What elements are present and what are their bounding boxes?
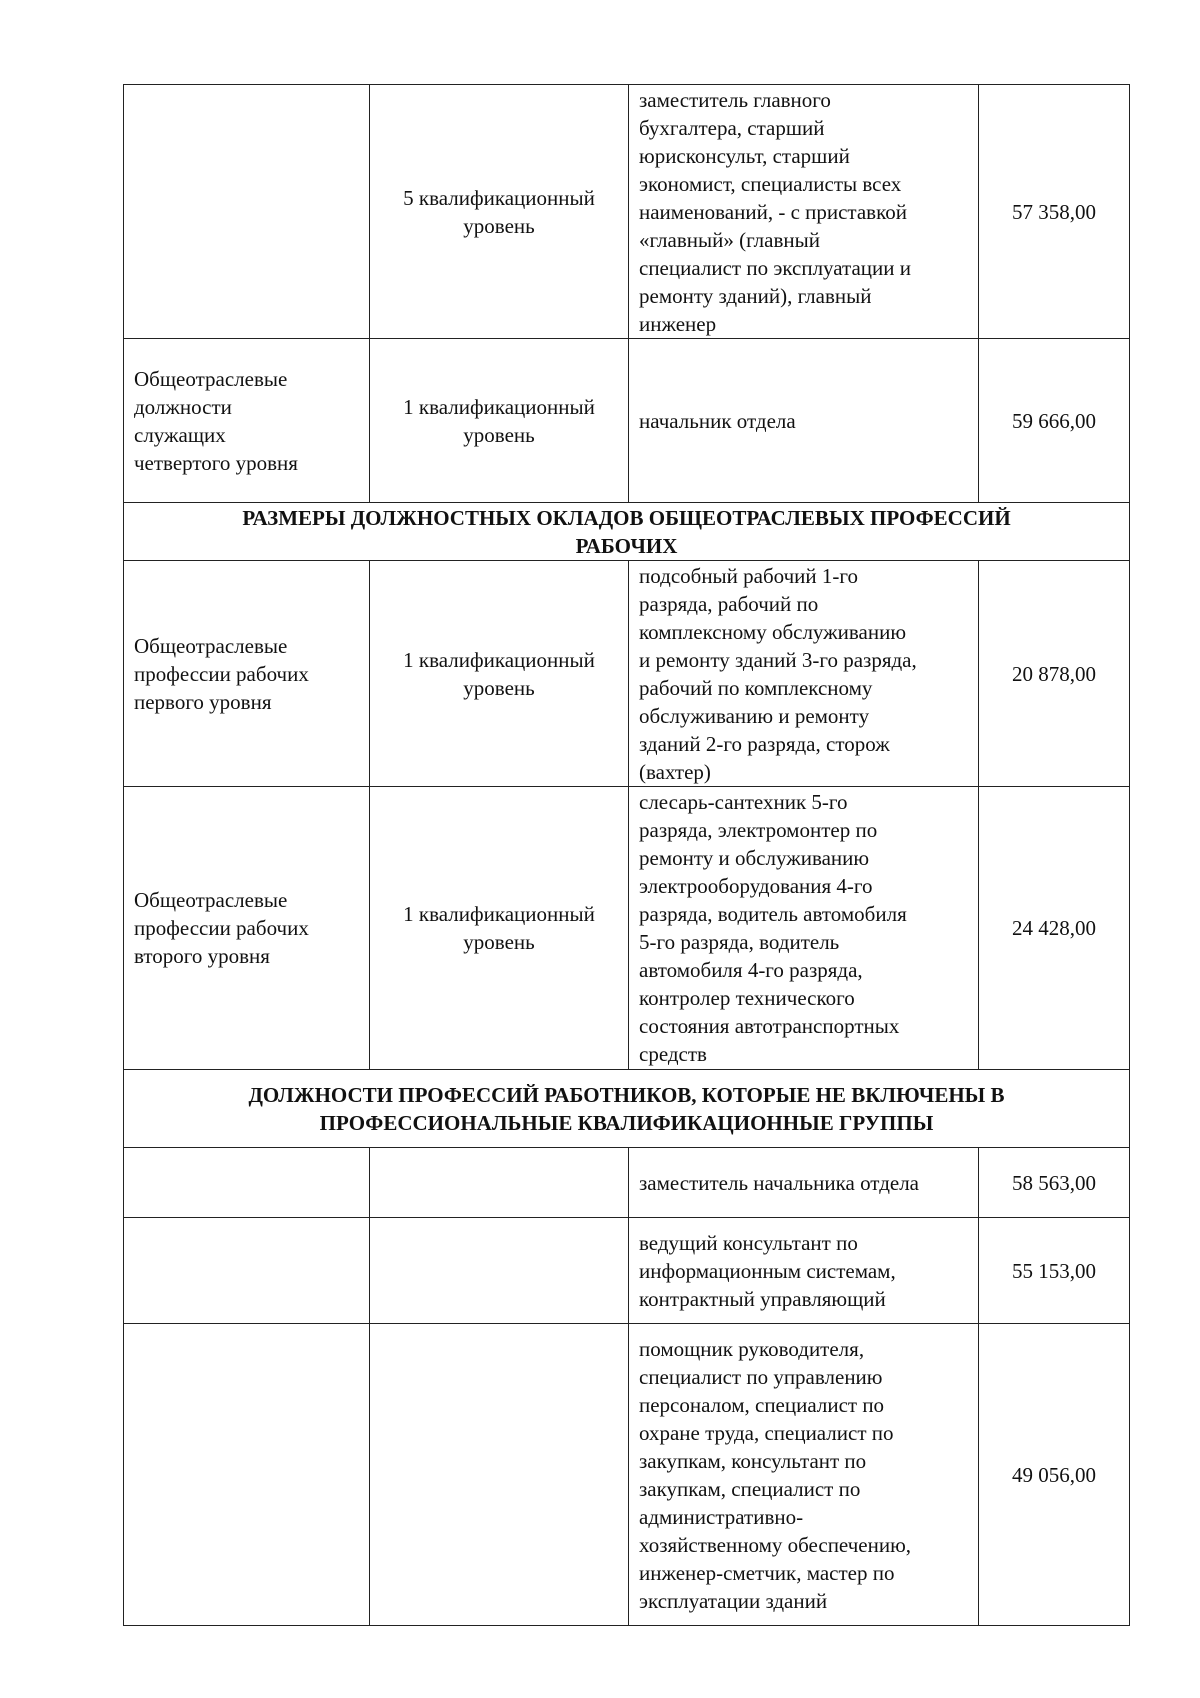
group-cell: Общеотраслевые профессии рабочих второго уровня	[124, 787, 370, 1070]
positions-cell: помощник руководителя, специалист по управлению персоналом, специалист по охране труда, специалист по закупкам, консультант по закупкам, специалист по административно- хозяйственному обеспечению, инженер-сметчик, мастер по эксплуатации зданий	[629, 1324, 979, 1626]
level-cell: 1 квалификационный уровень	[370, 787, 629, 1070]
group-cell	[124, 1324, 370, 1626]
level-cell: 1 квалификационный уровень	[370, 339, 629, 503]
level-cell	[370, 1324, 629, 1626]
salary-cell: 55 153,00	[979, 1218, 1130, 1324]
level-cell: 5 квалификационный уровень	[370, 85, 629, 339]
level-cell	[370, 1218, 629, 1324]
salary-cell: 24 428,00	[979, 787, 1130, 1070]
salary-cell: 58 563,00	[979, 1148, 1130, 1218]
positions-cell: начальник отдела	[629, 339, 979, 503]
positions-cell: подсобный рабочий 1-го разряда, рабочий по комплексному обслуживанию и ремонту зданий 3-го разряда, рабочий по комплексному обслуживанию и ремонту зданий 2-го разряда, сторож (вахтер)	[629, 561, 979, 787]
section-title: РАЗМЕРЫ ДОЛЖНОСТНЫХ ОКЛАДОВ ОБЩЕОТРАСЛЕВЫХ ПРОФЕССИЙ РАБОЧИХ	[124, 503, 1130, 561]
positions-cell: слесарь-сантехник 5-го разряда, электромонтер по ремонту и обслуживанию электрооборудования 4-го разряда, водитель автомобиля 5-го разряда, водитель автомобиля 4-го разряда, контролер технического состояния автотранспортных средств	[629, 787, 979, 1070]
group-cell	[124, 1218, 370, 1324]
positions-cell: заместитель главного бухгалтера, старший юрисконсульт, старший экономист, специалисты всех наименований, - с приставкой «главный» (главный специалист по эксплуатации и ремонту зданий), главный инженер	[629, 85, 979, 339]
section-header-row	[124, 503, 1130, 561]
table-row	[124, 85, 1130, 339]
positions-cell: ведущий консультант по информационным системам, контрактный управляющий	[629, 1218, 979, 1324]
table-row	[124, 787, 1130, 1070]
table-row	[124, 1324, 1130, 1626]
group-cell: Общеотраслевые должности служащих четвертого уровня	[124, 339, 370, 503]
group-cell	[124, 1148, 370, 1218]
salary-cell: 59 666,00	[979, 339, 1130, 503]
table-row	[124, 561, 1130, 787]
table-row	[124, 339, 1130, 503]
salary-cell: 20 878,00	[979, 561, 1130, 787]
table-row	[124, 1148, 1130, 1218]
salary-cell: 57 358,00	[979, 85, 1130, 339]
group-cell: Общеотраслевые профессии рабочих первого уровня	[124, 561, 370, 787]
salary-table	[123, 84, 1130, 1626]
level-cell: 1 квалификационный уровень	[370, 561, 629, 787]
section-title: ДОЛЖНОСТИ ПРОФЕССИЙ РАБОТНИКОВ, КОТОРЫЕ НЕ ВКЛЮЧЕНЫ В ПРОФЕССИОНАЛЬНЫЕ КВАЛИФИКАЦИОННЫЕ ГРУППЫ	[124, 1070, 1130, 1148]
table-row	[124, 1218, 1130, 1324]
salary-cell: 49 056,00	[979, 1324, 1130, 1626]
level-cell	[370, 1148, 629, 1218]
section-header-row	[124, 1070, 1130, 1148]
group-cell	[124, 85, 370, 339]
document-page	[123, 84, 1129, 1626]
positions-cell: заместитель начальника отдела	[629, 1148, 979, 1218]
